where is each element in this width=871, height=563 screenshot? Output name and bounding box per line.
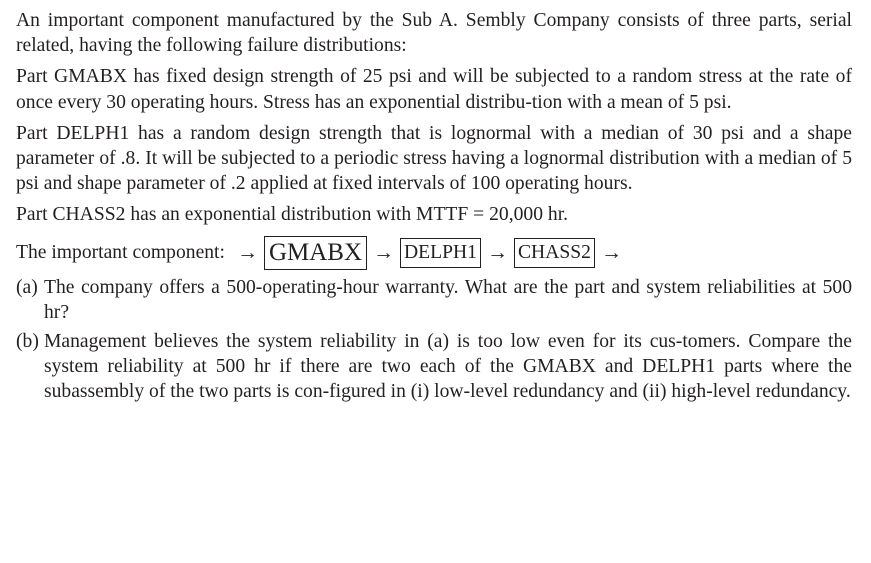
chain-arrow-1: → [236,240,258,265]
question-b-text: Management believes the system reliability in (a) is too low even for its cus-tomers. Compare the system reliability at 500 hr if there are two each of the GMABX and DELPH1 parts where the subassembly of the two parts is con-figured in (i) low-level redundancy and (ii) high-level redundancy. [44,331,852,403]
chain-box-delph1: DELPH1 [400,238,481,268]
question-b-label: (b) [16,331,39,353]
part-chass2-paragraph: Part CHASS2 has an exponential distribution with MTTF = 20,000 hr. [16,204,569,226]
chain-box-chass2: CHASS2 [514,238,595,268]
component-chain [16,234,852,272]
part-delph1-paragraph: Part DELPH1 has a random design strength that is lognormal with a median of 30 psi and a shape parameter of .8. It will be subjected to a periodic stress having a lognormal distribution with a median of 5 psi and shape parameter of .2 applied at fixed intervals of 100 operating hours. [16,122,852,195]
chain-arrow-2: → [373,240,395,265]
question-b [16,329,852,405]
chain-arrow-4: → [600,240,622,265]
chain-label: The important component: [16,242,225,264]
problem-text [16,8,852,409]
question-a-label: (a) [16,276,38,298]
chain-arrow-3: → [486,240,508,265]
question-a-text: The company offers a 500-operating-hour warranty. What are the part and system reliabilities at 500 hr? [44,276,852,323]
chain-box-gmabx: GMABX [264,236,367,270]
intro-paragraph: An important component manufactured by the Sub A. Sembly Company consists of three parts, serial related, having the following failure distributions: [16,10,852,57]
part-gmabx-paragraph: Part GMABX has fixed design strength of 25 psi and will be subjected to a random stress at the rate of once every 30 operating hours. Stress has an exponential distribu-tion with a mean of 5 psi. [16,66,852,113]
question-a [16,275,852,325]
